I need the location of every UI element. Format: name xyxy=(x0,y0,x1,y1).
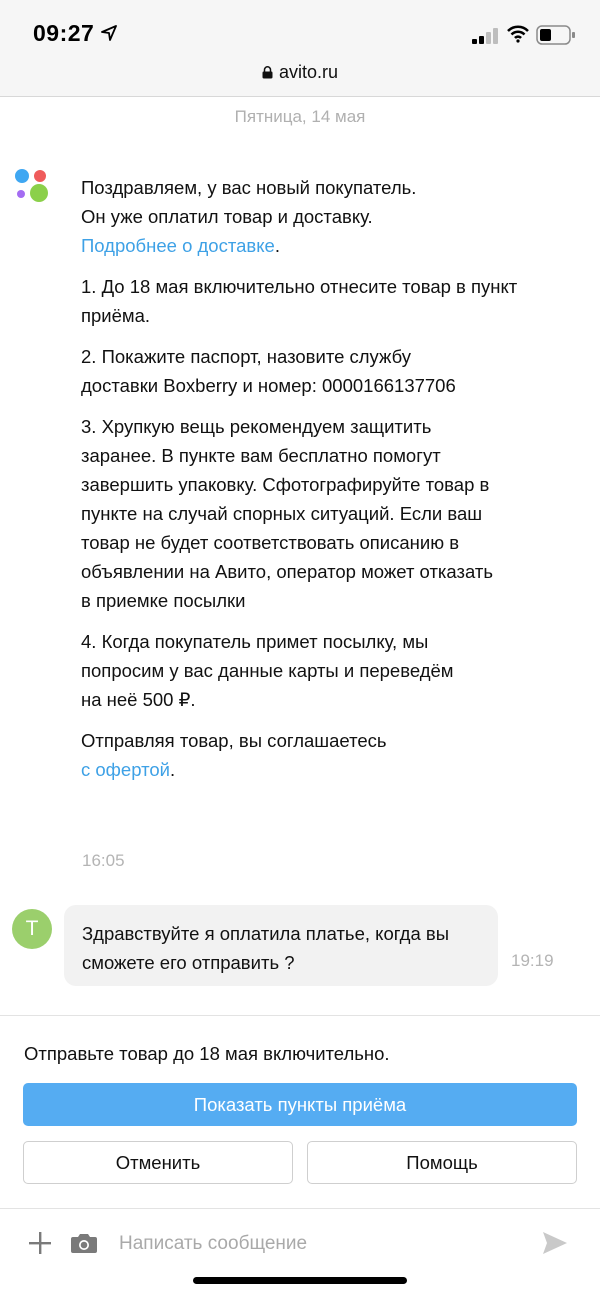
user-avatar[interactable]: Т xyxy=(12,909,52,949)
step-1-text: 1. До 18 мая включительно отнесите товар в пункт приёма. xyxy=(81,276,518,326)
composer-divider xyxy=(0,1208,600,1209)
step-4 xyxy=(81,627,456,714)
user-message-time: 19:19 xyxy=(511,951,554,970)
intro-line-1: Поздравляем, у вас новый покупатель. xyxy=(81,177,417,198)
browser-top-bar xyxy=(0,0,600,97)
user-message-text: Здравствуйте я оплатила платье, когда вы сможете его отправить ? xyxy=(82,923,449,973)
step-1 xyxy=(81,272,581,330)
show-pickup-points-button[interactable]: Показать пункты приёма xyxy=(23,1083,577,1126)
battery-icon xyxy=(536,24,576,46)
user-message-bubble xyxy=(64,905,498,986)
address-bar[interactable] xyxy=(0,62,600,83)
help-button[interactable]: Помощь xyxy=(307,1141,577,1184)
step-4-text: 4. Когда покупатель примет посылку, мы попросим у вас данные карты и переведём на неё 500 ₽. xyxy=(81,631,454,710)
step-3-text: 3. Хрупкую вещь рекомендуем защитить заранее. В пункте вам бесплатно помогут завершить упаковку. Сфотографируйте товар в пункте на случай спорных ситуаций. Если ваш товар не будет соответствовать описанию в объявлении на Авито, оператор может отказать в приемке посылки xyxy=(81,416,493,611)
date-divider: Пятница, 14 мая xyxy=(234,107,366,126)
shipping-deadline-notice: Отправьте товар до 18 мая включительно. xyxy=(24,1043,390,1064)
system-message xyxy=(81,173,581,796)
plus-icon[interactable] xyxy=(29,1232,51,1254)
wifi-icon xyxy=(507,25,529,43)
panel-divider xyxy=(0,1015,600,1016)
message-input[interactable] xyxy=(119,1229,519,1259)
intro-line-2: Он уже оплатил товар и доставку. xyxy=(81,206,373,227)
cellular-signal-icon xyxy=(472,28,500,44)
location-arrow-icon xyxy=(101,25,117,41)
message-intro: Поздравляем, у вас новый покупатель. Он уже оплатил товар и доставку. Подробнее о доставке. xyxy=(81,177,417,256)
url-text: avito.ru xyxy=(278,62,339,82)
cancel-button[interactable]: Отменить xyxy=(23,1141,293,1184)
offer-paragraph: Отправляя товар, вы соглашаетесь с офертой. xyxy=(81,730,387,780)
message-time: 16:05 xyxy=(82,851,125,870)
offer-text: Отправляя товар, вы соглашаетесь xyxy=(81,730,387,751)
avito-logo-icon xyxy=(14,168,50,204)
step-2 xyxy=(81,342,461,400)
delivery-details-link[interactable]: Подробнее о доставке xyxy=(81,235,275,256)
lock-icon xyxy=(262,66,273,79)
status-time: 09:27 xyxy=(33,20,95,46)
step-2-text: 2. Покажите паспорт, назовите службу доставки Boxberry и номер: 0000166137706 xyxy=(81,346,456,396)
send-icon[interactable] xyxy=(543,1232,567,1254)
camera-icon[interactable] xyxy=(71,1232,97,1254)
home-indicator xyxy=(193,1277,407,1284)
offer-link[interactable]: с офертой xyxy=(81,759,170,780)
step-3 xyxy=(81,412,506,615)
